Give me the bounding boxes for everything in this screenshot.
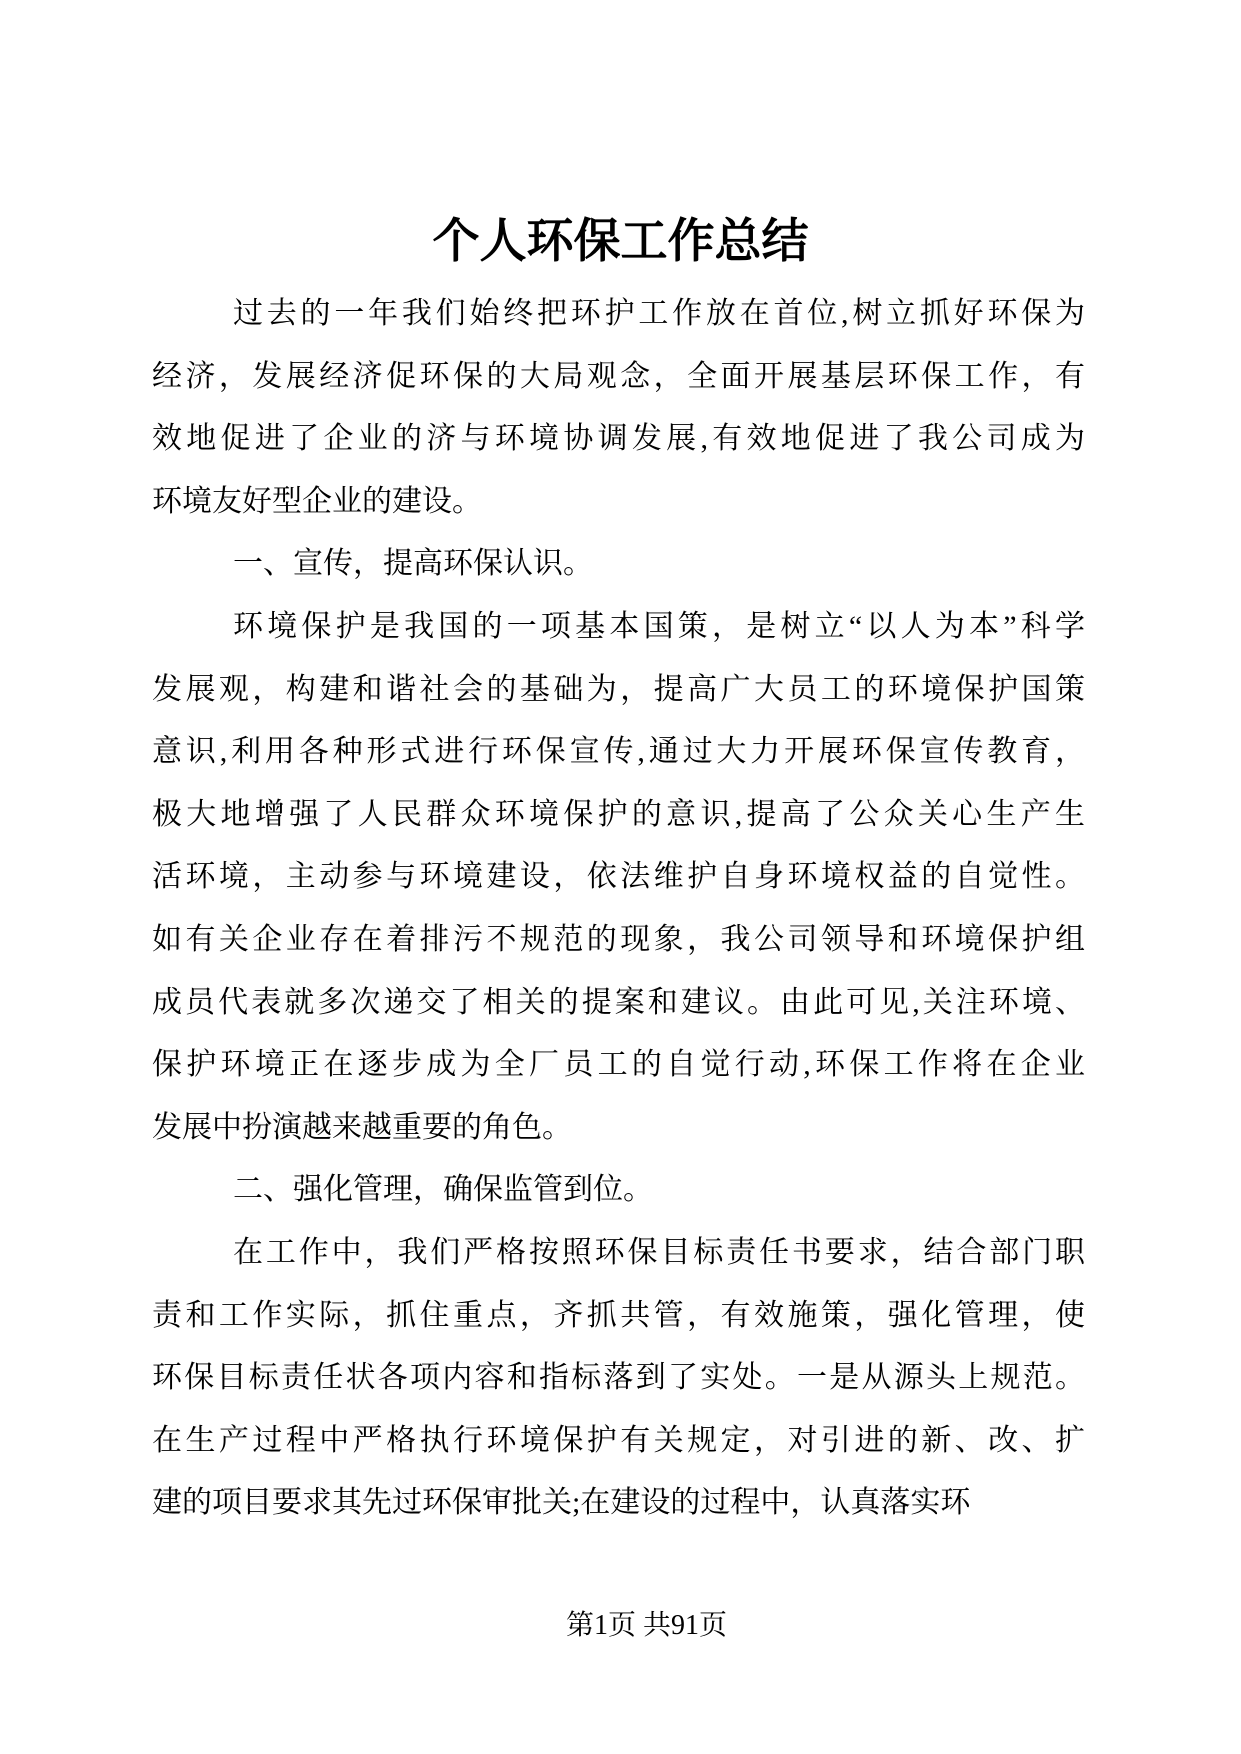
text-line: 意识,利用各种形式进行环保宣传,通过大力开展环保宣传教育，: [152, 735, 1085, 769]
text-line: 效地促进了企业的济与环境协调发展,有效地促进了我公司成为: [152, 422, 1085, 456]
text-line: 发展中扮演越来越重要的角色。: [152, 1110, 572, 1144]
text-line: 环境保护是我国的一项基本国策，是树立“以人为本”科学: [233, 609, 1085, 643]
paragraph: [152, 1222, 1085, 1535]
text-line: 环境友好型企业的建设。: [152, 484, 482, 518]
text-line: 极大地增强了人民群众环境保护的意识,提高了公众关心生产生: [152, 797, 1085, 831]
page-number-label: 第1页 共91页: [565, 1610, 727, 1641]
text-line: 活环境，主动参与环境建设，依法维护自身环境权益的自觉性。: [152, 860, 1085, 894]
document-title: 个人环保工作总结: [432, 216, 809, 268]
text-line: 经济，发展经济促环保的大局观念，全面开展基层环保工作，有: [152, 359, 1085, 393]
page-footer: [0, 1606, 1241, 1646]
text-line: 责和工作实际，抓住重点，齐抓共管，有效施策，强化管理，使: [152, 1298, 1085, 1332]
paragraph: [152, 283, 1085, 533]
text-line: 过去的一年我们始终把环护工作放在首位,树立抓好环保为: [233, 297, 1085, 330]
text-line: 发展观，构建和谐社会的基础为，提高广大员工的环境保护国策: [152, 672, 1085, 706]
text-line: 在生产过程中严格执行环境保护有关规定，对引进的新、改、扩: [152, 1423, 1085, 1457]
text-line: 保护环境正在逐步成为全厂员工的自觉行动,环保工作将在企业: [152, 1048, 1085, 1082]
text-line: 在工作中，我们严格按照环保目标责任书要求，结合部门职: [233, 1235, 1085, 1269]
text-line: 成员代表就多次递交了相关的提案和建议。由此可见,关注环境、: [152, 985, 1085, 1019]
paragraph: [152, 596, 1085, 1159]
paragraph: [152, 1159, 1085, 1222]
text-line: 二、强化管理，确保监管到位。: [233, 1173, 653, 1207]
text-line: 环保目标责任状各项内容和指标落到了实处。一是从源头上规范。: [152, 1361, 1085, 1395]
document-body: [152, 283, 1085, 1535]
text-line: 如有关企业存在着排污不规范的现象，我公司领导和环境保护组: [152, 922, 1085, 956]
text-line: 建的项目要求其先过环保审批关;在建设的过程中，认真落实环: [152, 1486, 971, 1520]
paragraph: [152, 533, 1085, 596]
text-line: 一、宣传，提高环保认识。: [233, 547, 593, 581]
